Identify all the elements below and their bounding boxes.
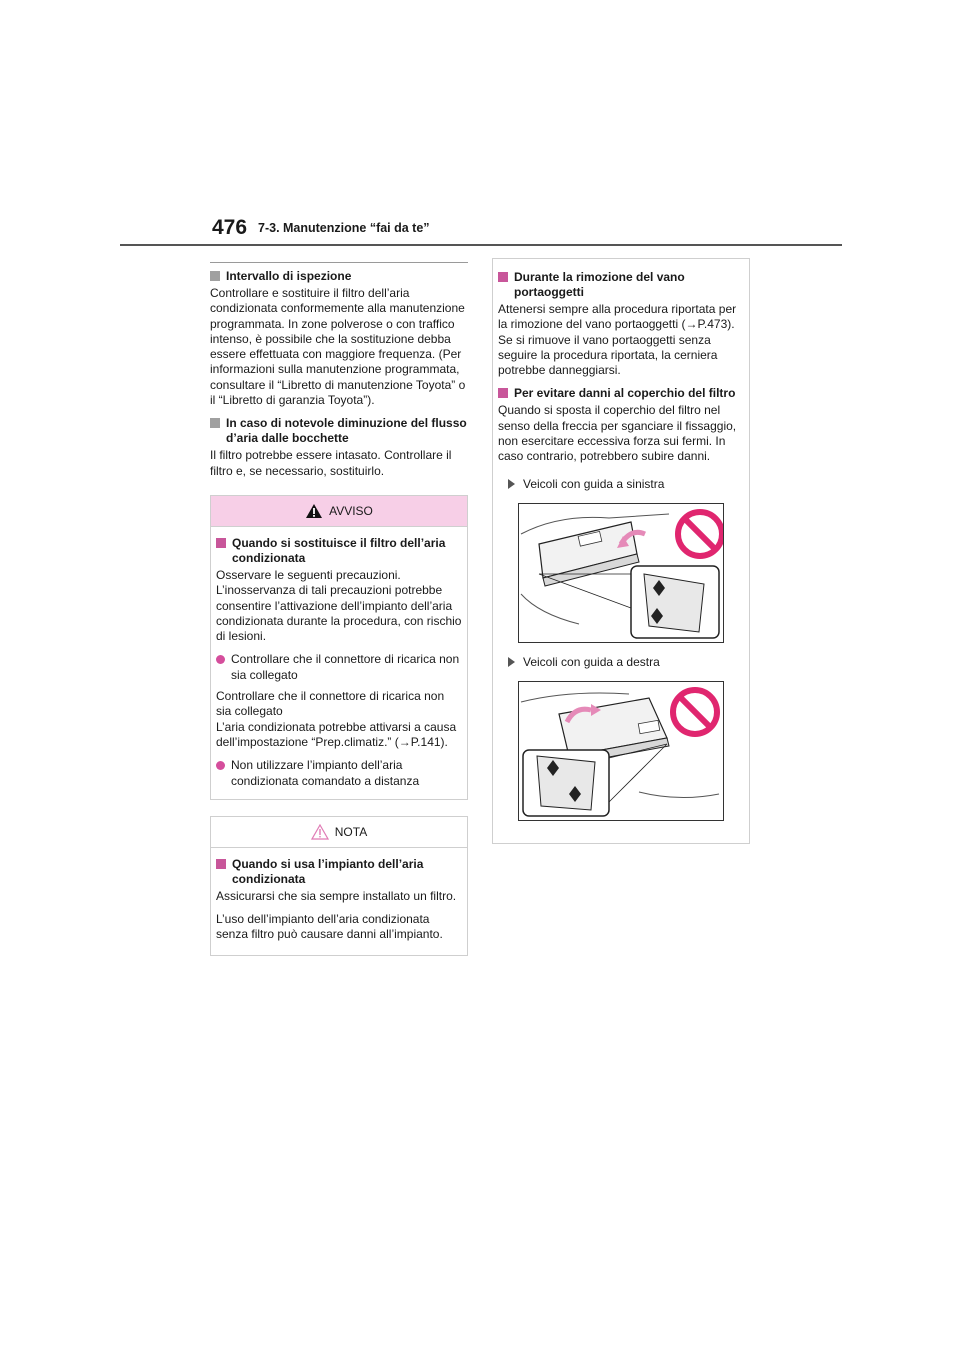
filter-cover-heading: Per evitare danni al coperchio del filtro <box>498 386 744 401</box>
note-text-2: L’uso dell’impianto dell’aria condizionata senza filtro può causare danni all’impianto. <box>216 912 443 942</box>
warning-body <box>211 527 467 799</box>
section-heading-airflow: In caso di notevole diminuzione del flusso d’aria dalle bocchette <box>210 416 468 446</box>
note-body <box>211 848 467 955</box>
square-bullet-icon <box>216 538 226 548</box>
page-number: 476 <box>212 216 248 239</box>
warning-heading: Quando si sostituisce il filtro dell’aria condizionata <box>216 536 462 566</box>
section-rule <box>210 262 468 263</box>
rhd-illustration-drawing <box>519 682 723 820</box>
section-text-airflow: Il filtro potrebbe essere intasato. Controllare il filtro e, se necessario, sostituirlo. <box>210 448 452 478</box>
note-heading: Quando si usa l’impianto dell’aria condizionata <box>216 857 462 887</box>
glovebox-text: Attenersi sempre alla procedura riportata per la rimozione del vano portaoggetti (→P.473). Se si rimuove il vano portaoggetti senza seguire la procedura riportata, la cerniera potrebbe danneggiarsi. <box>498 302 737 378</box>
filter-cover-text: Quando si sposta il coperchio del filtro nel senso della freccia per sganciare il fissaggio, non esercitare eccessiva forza sui fermi. In caso contrario, potrebbero subire danni. <box>498 403 737 464</box>
left-column <box>210 262 468 956</box>
glovebox-heading: Durante la rimozione del vano portaoggetti <box>498 270 744 300</box>
warning-intro: Osservare le seguenti precauzioni. L’inosservanza di tali precauzioni potrebbe consentire l’attivazione dell’impianto dell’aria condizionata durante la procedura, con rischio di lesioni. <box>216 567 462 644</box>
warning-bullet-1: Controllare che il connettore di ricarica non sia collegato <box>216 652 462 683</box>
warning-box <box>210 495 468 800</box>
round-bullet-icon <box>216 655 225 664</box>
rhd-label: Veicoli con guida a destra <box>508 655 744 669</box>
lhd-illustration <box>518 503 724 643</box>
triangle-arrow-icon <box>508 657 515 667</box>
note-header: NOTA <box>211 817 467 848</box>
warning-header: AVVISO <box>211 496 467 527</box>
warning-bullet-2: Non utilizzare l’impianto dell’aria condizionata comandato a distanza <box>216 758 462 789</box>
square-bullet-icon <box>210 271 220 281</box>
triangle-arrow-icon <box>508 479 515 489</box>
right-column <box>492 258 750 844</box>
lhd-label: Veicoli con guida a sinistra <box>508 477 744 491</box>
square-bullet-icon <box>498 272 508 282</box>
warning-bullet-1-text: Controllare che il connettore di ricarica non sia collegato L’aria condizionata potrebbe attivarsi a causa dell’impostazione “Prep.climatiz.” (→P.141). <box>216 689 457 749</box>
caution-triangle-icon <box>311 824 329 840</box>
square-bullet-icon <box>216 859 226 869</box>
warning-triangle-icon <box>305 503 323 519</box>
section-text-inspection: Controllare e sostituire il filtro dell’aria condizionata conformemente alla manutenzione programmata. In zone polverose o con traffico intenso, è possibile che la sostituzione debba essere effettuata con maggiore frequenza. (Per informazioni sulla manutenzione programmata, consultare il “Libretto di manutenzione Toyota” o il “Libretto di garanzia Toyota”). <box>210 286 466 408</box>
note-box <box>210 816 468 956</box>
note-continued-box <box>492 258 750 844</box>
square-bullet-icon <box>498 388 508 398</box>
square-bullet-icon <box>210 418 220 428</box>
round-bullet-icon <box>216 761 225 770</box>
lhd-illustration-drawing <box>519 504 723 642</box>
header-rule <box>120 244 842 246</box>
section-heading-inspection: Intervallo di ispezione <box>210 269 468 284</box>
rhd-illustration <box>518 681 724 821</box>
chapter-title: 7-3. Manutenzione “fai da te” <box>258 221 430 235</box>
note-text-1: Assicurarsi che sia sempre installato un filtro. <box>216 888 457 903</box>
